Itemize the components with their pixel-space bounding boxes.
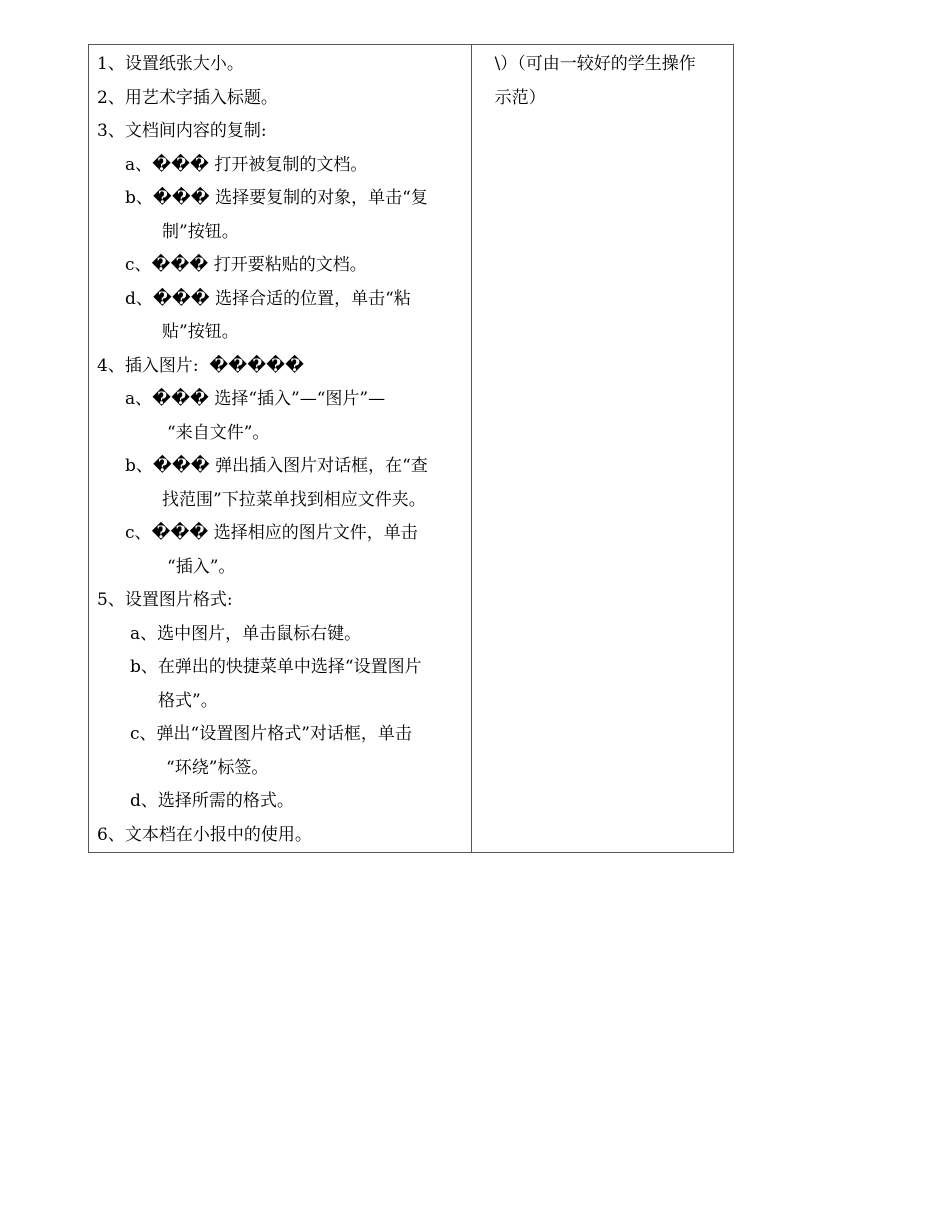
garbled-glyph: ��� [151, 255, 209, 275]
item-prefix: b、 [125, 456, 153, 476]
step-5: 5、设置图片格式: [97, 590, 233, 610]
steps-cell [89, 45, 472, 853]
item-text: 打开要粘贴的文档。 [208, 255, 367, 275]
note-line: \）（可由一较好的学生操作 [494, 54, 696, 74]
item-text: 弹出插入图片对话框，在“查 [209, 456, 428, 476]
step-4 [97, 350, 465, 384]
garbled-glyph: ����� [209, 355, 304, 376]
step-5b: b、在弹出的快捷菜单中选择“设置图片 [130, 657, 422, 677]
step-5b-continued: 格式”。 [158, 690, 218, 711]
garbled-glyph: ��� [152, 154, 209, 175]
step-5c-continued: “环绕”标签。 [166, 757, 269, 778]
step-3d-continued: 贴”按钮。 [162, 322, 239, 342]
step-1: 1、设置纸张大小。 [97, 54, 244, 74]
step-4b [97, 450, 465, 484]
step-4a-continued: “来自文件”。 [167, 422, 270, 443]
step-5a: a、选中图片，单击鼠标右键。 [130, 623, 362, 644]
garbled-glyph: ��� [152, 456, 210, 476]
item-text: 选择“插入”—“图片”— [208, 389, 386, 409]
item-prefix: b、 [125, 188, 153, 208]
step-5d: d、选择所需的格式。 [130, 791, 294, 811]
step-6: 6、文本档在小报中的使用。 [97, 824, 312, 845]
step-3d [97, 283, 465, 317]
garbled-glyph: ��� [152, 188, 210, 208]
item-text: 选择相应的图片文件，单击 [208, 523, 418, 543]
garbled-glyph: ��� [151, 523, 209, 543]
lesson-table [88, 44, 734, 853]
notes-cell [471, 45, 733, 853]
item-prefix: a、 [125, 389, 153, 409]
garbled-glyph: ��� [152, 288, 210, 309]
item-prefix: 4、插入图片: [97, 355, 210, 376]
step-5c: c、弹出“设置图片格式”对话框，单击 [130, 724, 412, 744]
item-prefix: a、 [125, 154, 153, 175]
item-prefix: c、 [125, 523, 152, 543]
item-prefix: c、 [125, 255, 152, 275]
item-text: 选择合适的位置，单击“粘 [209, 288, 411, 309]
item-prefix: d、 [125, 288, 153, 309]
step-3b [97, 182, 465, 216]
step-2: 2、用艺术字插入标题。 [97, 87, 278, 108]
step-3b-continued: 制”按钮。 [162, 221, 239, 242]
garbled-glyph: ��� [152, 389, 209, 409]
step-3: 3、文档间内容的复制: [97, 121, 267, 141]
item-text: 选择要复制的对象，单击“复 [209, 188, 428, 208]
step-4c-continued: “插入”。 [167, 556, 236, 577]
step-3a [97, 149, 465, 183]
step-4b-continued: 找范围”下拉菜单找到相应文件夹。 [162, 489, 426, 510]
table-row [89, 45, 734, 853]
note-line: 示范） [494, 87, 546, 108]
step-4c [97, 517, 465, 551]
step-3c [97, 249, 465, 283]
step-4a [97, 383, 465, 417]
item-text: 打开被复制的文档。 [208, 154, 368, 175]
